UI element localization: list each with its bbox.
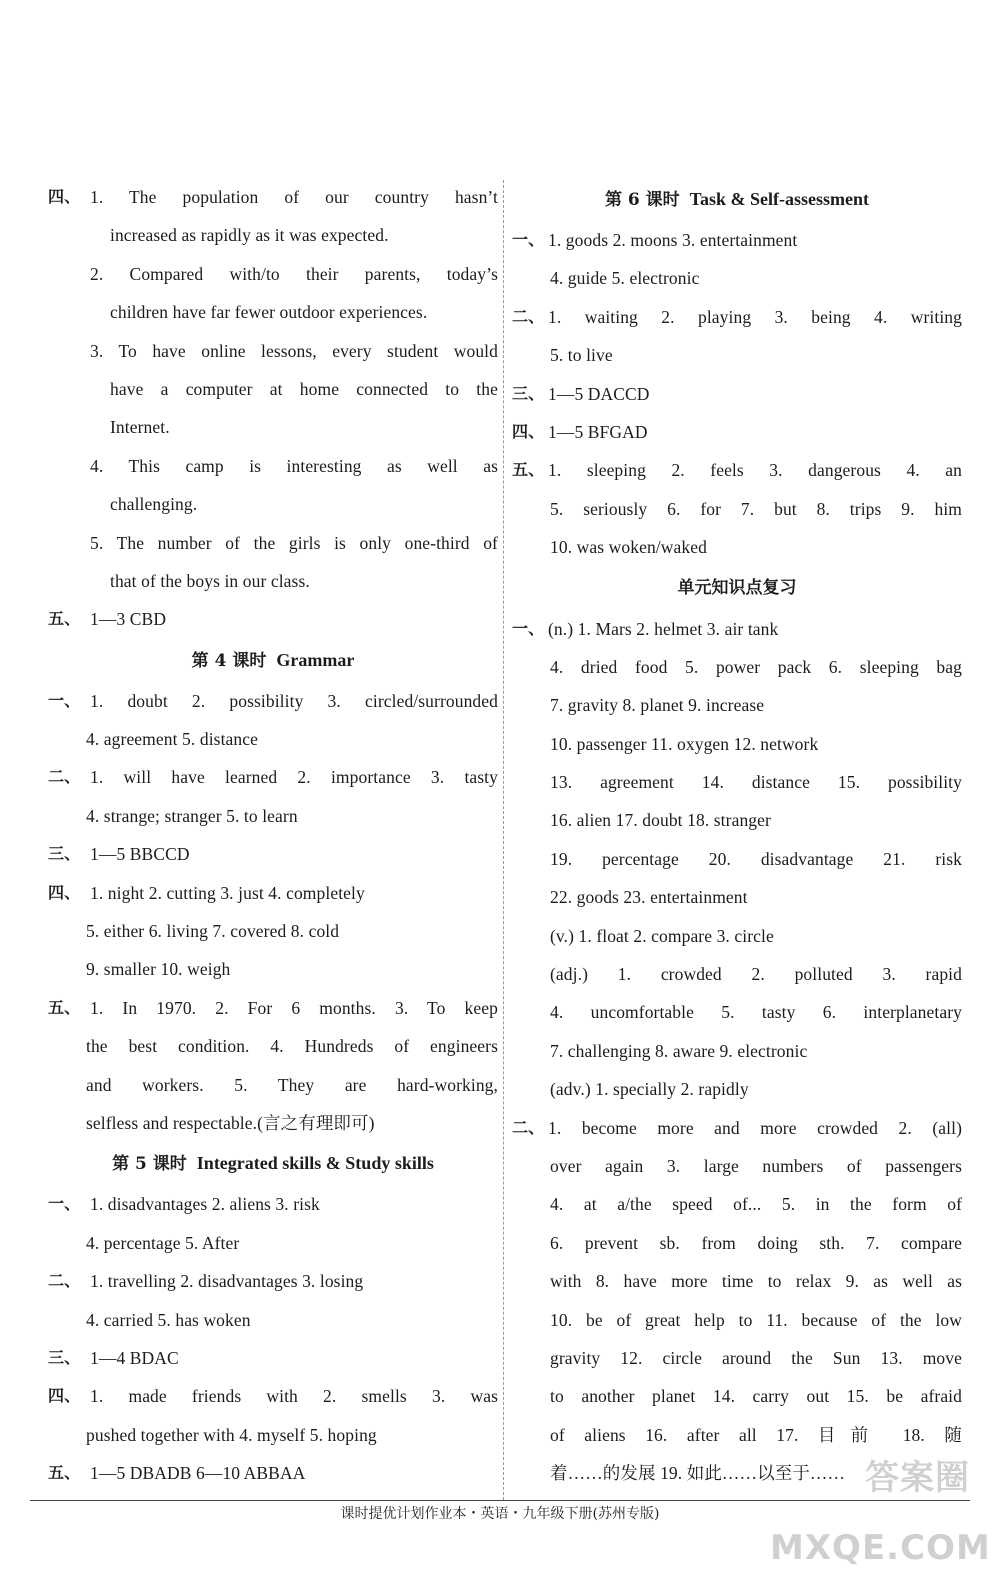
section-heading [48,1142,498,1185]
answer-line [512,840,962,878]
section-number: 五、 [48,609,81,629]
answer-text: challenging. [110,494,198,515]
section-heading-en: Integrated skills & Study skills [196,1153,434,1174]
section-heading-en: Task & Self-assessment [689,189,870,209]
answer-line [512,1070,962,1108]
answer-text: gravity 12. circle around the Sun 13. move [550,1347,962,1368]
answer-text: 1—5 BFGAD [548,421,648,442]
answer-text: 3. To have online lessons, every student would [90,340,498,361]
answer-line [512,259,962,297]
section-heading-en: Grammar [276,649,355,670]
answer-line [48,912,498,950]
answer-text: 4. uncomfortable 5. tasty 6. interplanetary [550,1002,962,1023]
answer-line [48,797,498,835]
answer-text: 5. to live [550,345,613,366]
section-heading-cn: 第 6 课时 [604,190,680,210]
answer-line [512,1301,962,1339]
section-heading-cn: 第 4 课时 [191,650,267,671]
section-number: 四、 [48,187,81,206]
answer-line [512,375,962,413]
answer-text: (n.) 1. Mars 2. helmet 3. air tank [548,618,779,639]
answer-line [48,720,498,758]
answer-line [512,1185,962,1223]
section-number: 四、 [512,421,545,441]
answer-text: 1. In 1970. 2. For 6 months. 3. To keep [90,997,498,1018]
section-number: 四、 [48,882,81,902]
answer-line [48,1066,498,1104]
answer-text: 1. The population of our country hasn’t [90,187,498,207]
answer-text: have a computer at home connected to the [110,378,498,399]
answer-line [48,1104,498,1142]
answer-text: 10. was woken/waked [550,537,707,558]
answer-text: 22. goods 23. entertainment [550,887,748,908]
answer-text: 13. agreement 14. distance 15. possibility [550,772,962,793]
answer-line [512,1147,962,1185]
section-number: 三、 [48,844,81,864]
answer-line [48,1339,498,1377]
answer-line [48,370,498,408]
answer-line [48,1377,498,1415]
answer-text: 4. guide 5. electronic [550,268,700,289]
section-number: 五、 [512,460,545,480]
answer-line [48,758,498,796]
answer-line [48,874,498,912]
answer-text: 19. percentage 20. disadvantage 21. risk [550,848,962,869]
answer-line [512,763,962,801]
section-number: 三、 [512,383,545,403]
answer-text: children have far fewer outdoor experiences. [110,302,428,323]
answer-text: 1. disadvantages 2. aliens 3. risk [90,1194,320,1215]
answer-line [512,298,962,336]
answer-text: (v.) 1. float 2. compare 3. circle [550,925,774,946]
answer-line [48,1224,498,1262]
answer-line [512,917,962,955]
answer-line [512,955,962,993]
answer-line [48,408,498,446]
answer-line [512,413,962,451]
answer-text: 1. sleeping 2. feels 3. dangerous 4. an [548,460,962,481]
answer-text: 1. waiting 2. playing 3. being 4. writing [548,306,962,327]
answer-text: of aliens 16. after all 17. 目前 18. 随 [550,1424,962,1445]
answer-text: (adv.) 1. specially 2. rapidly [550,1079,749,1100]
answer-text: 1. made friends with 2. smells 3. was [90,1386,498,1407]
answer-text: 1—4 BDAC [90,1347,179,1368]
answer-text: 4. carried 5. has woken [86,1309,251,1330]
answer-text: selfless and respectable.(言之有理即可) [86,1112,375,1133]
answer-line [512,686,962,724]
answer-text: 7. challenging 8. aware 9. electronic [550,1040,808,1061]
left-column [48,178,498,1493]
answer-line [512,610,962,648]
answer-line [48,950,498,988]
section-number: 一、 [48,690,81,710]
answer-line [48,255,498,293]
answer-text: Internet. [110,417,170,438]
answer-line [512,1377,962,1415]
answer-text: 4. agreement 5. distance [86,729,258,750]
answer-line [512,993,962,1031]
answer-line [48,1301,498,1339]
section-number: 二、 [512,1117,545,1137]
answer-text: 1. doubt 2. possibility 3. circled/surrounded [90,690,498,711]
answer-line [512,801,962,839]
answer-text: over again 3. large numbers of passengers [550,1155,962,1176]
section-number: 二、 [48,1271,81,1291]
answer-text: 10. be of great help to 11. because of the low [550,1309,962,1330]
answer-text: 4. percentage 5. After [86,1232,240,1253]
section-number: 一、 [48,1194,81,1214]
section-heading-cn: 单元知识点复习 [677,577,797,598]
answer-line [48,600,498,638]
answer-line [512,1224,962,1262]
section-heading [48,639,498,682]
answer-line [48,1454,498,1492]
section-heading-cn: 第 5 课时 [112,1154,187,1175]
section-heading [512,178,962,221]
section-number: 一、 [512,230,545,249]
watermark-logo: 答案圈 MXQE.COM [770,1458,991,1568]
answer-text: 9. smaller 10. weigh [86,959,231,980]
answer-text: 5. either 6. living 7. covered 8. cold [86,921,340,942]
answer-line [48,293,498,331]
answer-text: pushed together with 4. myself 5. hoping [86,1424,377,1445]
answer-text: increased as rapidly as it was expected. [110,225,389,246]
answer-line [512,1109,962,1147]
section-number: 五、 [48,1463,81,1483]
answer-text: 1. night 2. cutting 3. just 4. completely [90,882,365,903]
answer-line [48,562,498,600]
answer-text: 5. The number of the girls is only one-third of [90,532,498,553]
answer-line [48,1416,498,1454]
answer-line [48,1185,498,1223]
answer-line [512,1032,962,1070]
answer-text: 1. become more and more crowded 2. (all) [548,1117,962,1138]
answer-line [512,648,962,686]
answer-line [48,989,498,1027]
answer-text: 着……的发展 19. 如此……以至于…… [550,1463,846,1484]
answer-line [48,332,498,370]
answer-text: 6. prevent sb. from doing sth. 7. compare [550,1232,962,1253]
answer-line [48,485,498,523]
answer-text: 2. Compared with/to their parents, today’s [90,263,498,284]
section-number: 四、 [48,1386,81,1406]
answer-line [512,451,962,489]
answer-text: 1—5 DBADB 6—10 ABBAA [90,1463,306,1484]
answer-text: 1—5 BBCCD [90,844,190,865]
answer-text: 5. seriously 6. for 7. but 8. trips 9. him [550,498,962,519]
answer-text: 1—3 CBD [90,609,167,630]
answer-line [48,682,498,720]
answer-text: 10. passenger 11. oxygen 12. network [550,733,819,754]
section-number: 五、 [48,997,81,1017]
answer-line [512,878,962,916]
answer-line [48,1027,498,1065]
section-number: 二、 [512,306,545,326]
section-number: 一、 [512,618,545,638]
answer-line [48,216,498,254]
answer-text: 4. at a/the speed of... 5. in the form of [550,1194,962,1215]
answer-text: to another planet 14. carry out 15. be afraid [550,1386,962,1407]
answer-line [512,1262,962,1300]
answer-line [48,1262,498,1300]
answer-text: (adj.) 1. crowded 2. polluted 3. rapid [550,964,962,985]
answer-line [512,490,962,528]
answer-line [512,1339,962,1377]
section-heading [512,567,962,610]
answer-line [48,835,498,873]
answer-line [512,336,962,374]
right-column [512,178,962,1493]
column-divider [503,180,504,1500]
answer-line [48,178,498,216]
answer-text: 1. travelling 2. disadvantages 3. losing [90,1271,364,1292]
answer-text: and workers. 5. They are hard-working, [86,1074,498,1095]
answer-line [48,524,498,562]
answer-text: 4. This camp is interesting as well as [90,455,498,476]
answer-text: 7. gravity 8. planet 9. increase [550,695,765,716]
answer-text: 16. alien 17. doubt 18. stranger [550,810,771,831]
section-number: 二、 [48,767,81,787]
answer-text: 4. strange; stranger 5. to learn [86,805,298,826]
answer-text: 4. dried food 5. power pack 6. sleeping bag [550,656,962,677]
answer-text: with 8. have more time to relax 9. as well as [550,1271,962,1292]
page-footer: 课时提优计划作业本・英语・九年级下册(苏州专版) [340,1506,660,1522]
answer-text: 1—5 DACCD [548,383,650,404]
section-number: 三、 [48,1347,81,1367]
answer-text: that of the boys in our class. [110,570,310,591]
answer-line [512,528,962,566]
answer-line [48,447,498,485]
answer-text: 1. will have learned 2. importance 3. tasty [90,767,498,788]
answer-line [512,725,962,763]
answer-text: 1. goods 2. moons 3. entertainment [548,230,798,250]
answer-text: the best condition. 4. Hundreds of engineers [86,1036,498,1057]
answer-line [512,221,962,259]
